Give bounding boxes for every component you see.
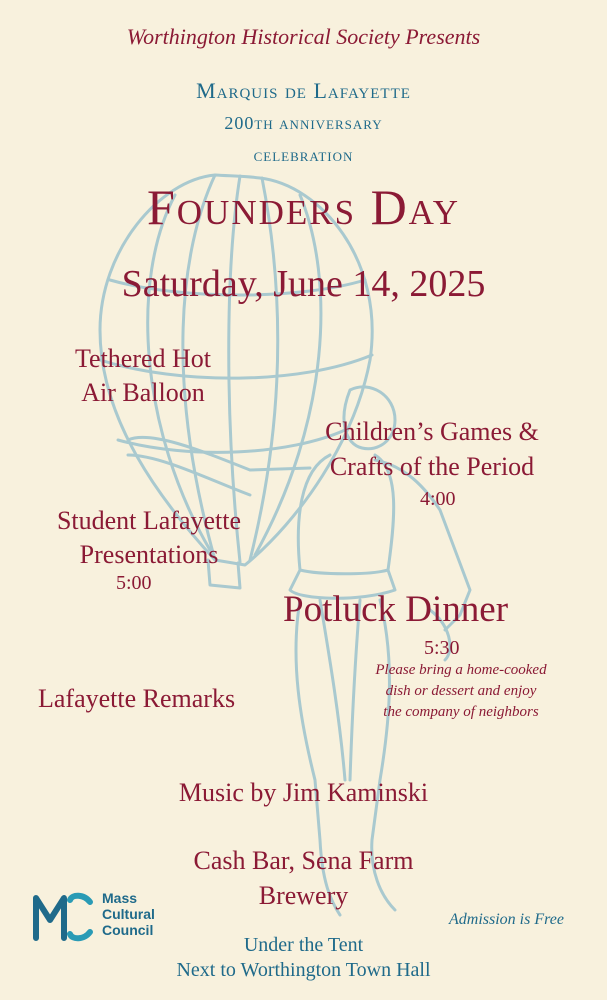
event-lafayette-remarks: Lafayette Remarks — [38, 684, 236, 713]
event-childrens-games-line1: Children’s Games & — [325, 417, 539, 446]
event-student-presentations-line2: Presentations — [79, 540, 219, 569]
sponsor-name-line3: Council — [102, 922, 154, 938]
event-potluck-note-line1: Please bring a home-cooked — [375, 662, 547, 678]
event-cash-bar-line2: Brewery — [258, 881, 349, 910]
event-student-presentations — [28, 504, 270, 572]
event-cash-bar-line1: Cash Bar, Sena Farm — [193, 846, 414, 875]
event-date: Saturday, June 14, 2025 — [121, 263, 486, 305]
sponsor-name — [102, 890, 155, 938]
sponsor-name-line2: Cultural — [102, 906, 155, 922]
event-balloon-line1: Tethered Hot — [74, 344, 212, 373]
sponsor-logo — [32, 888, 192, 948]
location-line2: Next to Worthington Town Hall — [176, 959, 431, 981]
presenter-line: Worthington Historical Society Presents — [126, 24, 481, 49]
event-student-presentations-time: 5:00 — [116, 572, 152, 594]
event-childrens-games — [296, 414, 568, 484]
event-potluck-note — [340, 660, 582, 723]
event-balloon — [48, 342, 238, 410]
event-childrens-games-line2: Crafts of the Period — [329, 452, 535, 481]
event-student-presentations-line1: Student Lafayette — [56, 506, 242, 535]
event-potluck-note-line2: dish or dessert and enjoy — [385, 683, 537, 699]
event-potluck-note-line3: the company of neighbors — [383, 704, 539, 720]
event-music: Music by Jim Kaminski — [178, 778, 429, 807]
subtitle-line-1: Marquis de Lafayette — [196, 78, 411, 103]
event-potluck-dinner: Potluck Dinner — [283, 589, 509, 630]
subtitle-line-2: 200th anniversary — [224, 113, 383, 133]
event-potluck-dinner-time: 5:30 — [424, 637, 460, 659]
mass-cultural-council-logo-icon — [32, 890, 94, 944]
page-title: Founders Day — [146, 179, 461, 235]
event-childrens-games-time: 4:00 — [420, 488, 456, 510]
subtitle-line-3: celebration — [253, 145, 354, 165]
location-line1: Under the Tent — [243, 934, 364, 956]
event-balloon-line2: Air Balloon — [81, 378, 205, 407]
sponsor-name-line1: Mass — [102, 890, 138, 906]
admission-text: Admission is Free — [449, 911, 564, 928]
